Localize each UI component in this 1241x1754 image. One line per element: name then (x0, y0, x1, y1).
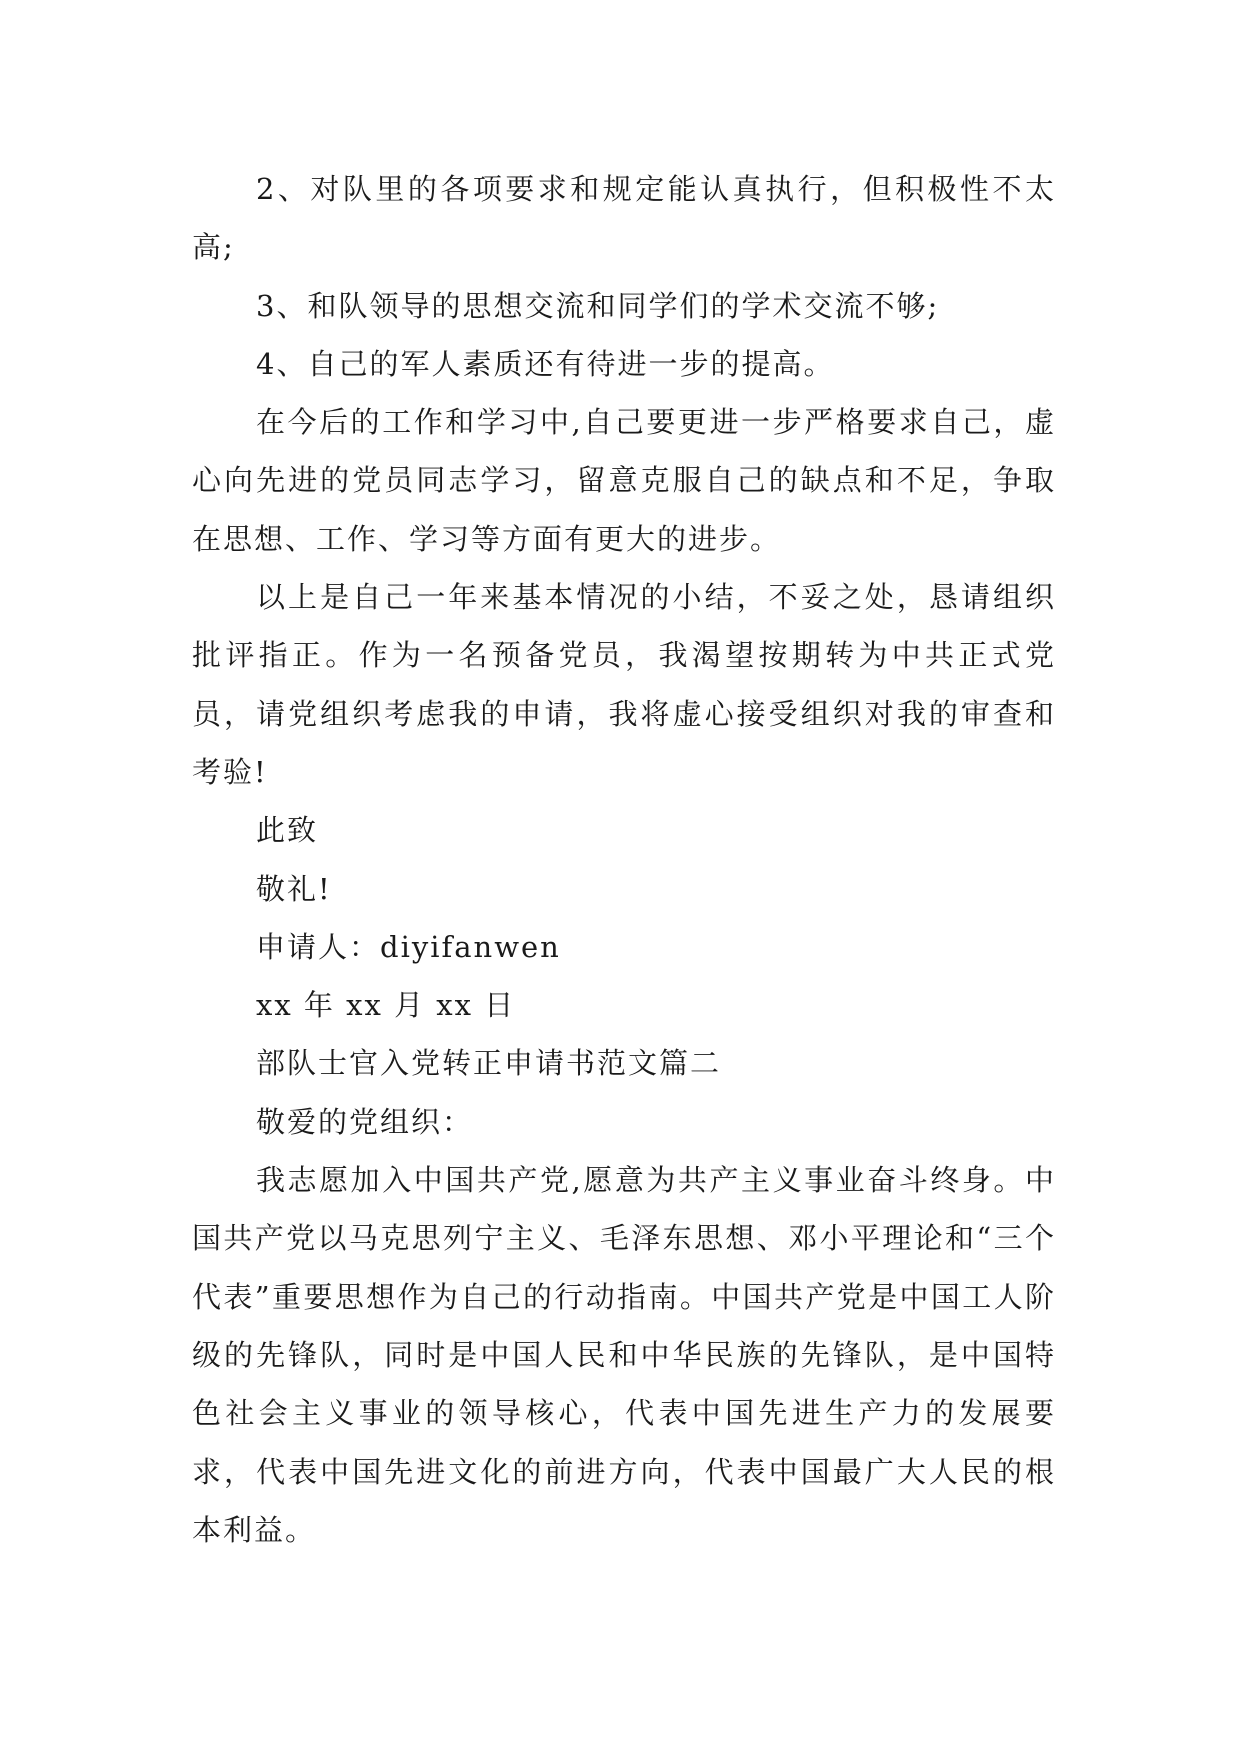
applicant-signature: 申请人：diyifanwen (256, 929, 561, 964)
paragraph-point-3: 3、和队领导的思想交流和同学们的学术交流不够; (256, 288, 940, 323)
paragraph-summary: 以上是自己一年来基本情况的小结，不妥之处，恳请组织批评指正。作为一名预备党员，我渴望按期转为中共正式党员，请党组织考虑我的申请，我将虚心接受组织对我的审查和考验! (192, 580, 1056, 789)
date-line: xx 年 xx 月 xx 日 (256, 988, 516, 1023)
body-paragraph: 我志愿加入中国共产党,愿意为共产主义事业奋斗终身。中国共产党以马克思列宁主义、毛泽东思想、邓小平理论和“三个代表”重要思想作为自己的行动指南。中国共产党是中国工人阶级的先锋队，同时是中国人民和中华民族的先锋队，是中国特色社会主义事业的领导核心，代表中国先进生产力的发展要求，代表中国先进文化的前进方向，代表中国最广大人民的根本利益。 (192, 1163, 1056, 1547)
paragraph-point-2: 2、对队里的各项要求和规定能认真执行，但积极性不太高; (192, 172, 1056, 265)
section-title: 部队士官入党转正申请书范文篇二 (256, 1046, 722, 1081)
closing-text: 此致 (256, 813, 319, 848)
salute-text: 敬礼! (256, 871, 332, 906)
paragraph-point-4: 4、自己的军人素质还有待进一步的提高。 (256, 346, 835, 381)
paragraph-future-plans: 在今后的工作和学习中,自己要更进一步严格要求自己，虚心向先进的党员同志学习，留意克服自己的缺点和不足，争取在思想、工作、学习等方面有更大的进步。 (192, 405, 1056, 556)
greeting-text: 敬爱的党组织： (256, 1104, 474, 1139)
document-body (192, 160, 1056, 1559)
